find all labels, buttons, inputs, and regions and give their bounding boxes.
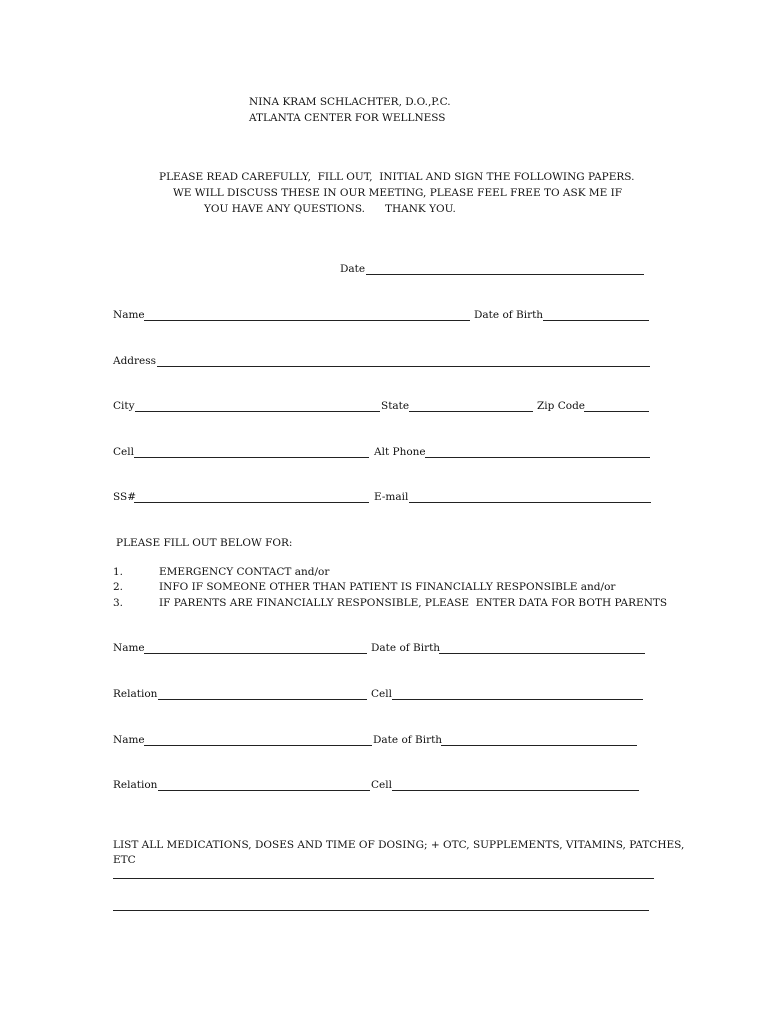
date-field[interactable] — [366, 264, 644, 275]
contact1-cell-label: Cell — [371, 688, 392, 700]
contact1-dob-label: Date of Birth — [371, 642, 441, 654]
zip-label: Zip Code — [537, 400, 586, 412]
alt-phone-label: Alt Phone — [374, 446, 426, 458]
email-label: E-mail — [374, 491, 409, 503]
contact1-name-field[interactable] — [144, 643, 367, 654]
cell-label: Cell — [113, 446, 134, 458]
practice-center: ATLANTA CENTER FOR WELLNESS — [249, 112, 446, 124]
instructions-line-1: PLEASE READ CAREFULLY, FILL OUT, INITIAL AND SIGN THE FOLLOWING PAPERS. — [159, 171, 635, 183]
state-field[interactable] — [409, 401, 533, 412]
contact1-relation-label: Relation — [113, 688, 158, 700]
contact2-dob-field[interactable] — [441, 735, 637, 746]
dob-label: Date of Birth — [474, 309, 544, 321]
state-label: State — [381, 400, 410, 412]
ss-label: SS# — [113, 491, 136, 503]
address-label: Address — [113, 355, 157, 367]
list-item-number: 2. — [113, 581, 124, 593]
medications-line-1[interactable] — [113, 878, 654, 879]
contact2-dob-label: Date of Birth — [373, 734, 443, 746]
zip-field[interactable] — [584, 401, 649, 412]
contact1-relation-field[interactable] — [158, 689, 367, 700]
practice-name: NINA KRAM SCHLACHTER, D.O.,P.C. — [249, 96, 451, 108]
ss-field[interactable] — [134, 492, 369, 503]
alt-phone-field[interactable] — [425, 447, 650, 458]
medications-line-2[interactable] — [113, 910, 649, 911]
email-field[interactable] — [409, 492, 651, 503]
dob-field[interactable] — [543, 310, 649, 321]
name-field[interactable] — [144, 310, 470, 321]
contact2-cell-field[interactable] — [392, 780, 639, 791]
contact1-name-label: Name — [113, 642, 145, 654]
instructions-line-3b: THANK YOU. — [385, 203, 456, 215]
contact2-name-label: Name — [113, 734, 145, 746]
contact2-relation-field[interactable] — [158, 780, 370, 791]
list-item: EMERGENCY CONTACT and/or — [159, 566, 330, 578]
city-label: City — [113, 400, 135, 412]
instructions-line-2: WE WILL DISCUSS THESE IN OUR MEETING, PLEASE FEEL FREE TO ASK ME IF — [173, 187, 623, 199]
contact2-name-field[interactable] — [144, 735, 372, 746]
contact1-cell-field[interactable] — [392, 689, 643, 700]
list-item: INFO IF SOMEONE OTHER THAN PATIENT IS FINANCIALLY RESPONSIBLE and/or — [159, 581, 616, 593]
address-field[interactable] — [157, 356, 650, 367]
medications-heading-line-2: ETC — [113, 854, 136, 866]
contact1-dob-field[interactable] — [439, 643, 645, 654]
instructions-line-3a: YOU HAVE ANY QUESTIONS. — [204, 203, 365, 215]
cell-field[interactable] — [134, 447, 369, 458]
list-item-number: 1. — [113, 566, 124, 578]
medications-heading-line-1: LIST ALL MEDICATIONS, DOSES AND TIME OF DOSING; + OTC, SUPPLEMENTS, VITAMINS, PATCHES, — [113, 839, 685, 851]
date-label: Date — [340, 263, 366, 275]
fill-out-heading: PLEASE FILL OUT BELOW FOR: — [116, 537, 293, 549]
list-item: IF PARENTS ARE FINANCIALLY RESPONSIBLE, PLEASE ENTER DATA FOR BOTH PARENTS — [159, 597, 668, 609]
list-item-number: 3. — [113, 597, 124, 609]
contact2-relation-label: Relation — [113, 779, 158, 791]
city-field[interactable] — [135, 401, 380, 412]
name-label: Name — [113, 309, 145, 321]
contact2-cell-label: Cell — [371, 779, 392, 791]
